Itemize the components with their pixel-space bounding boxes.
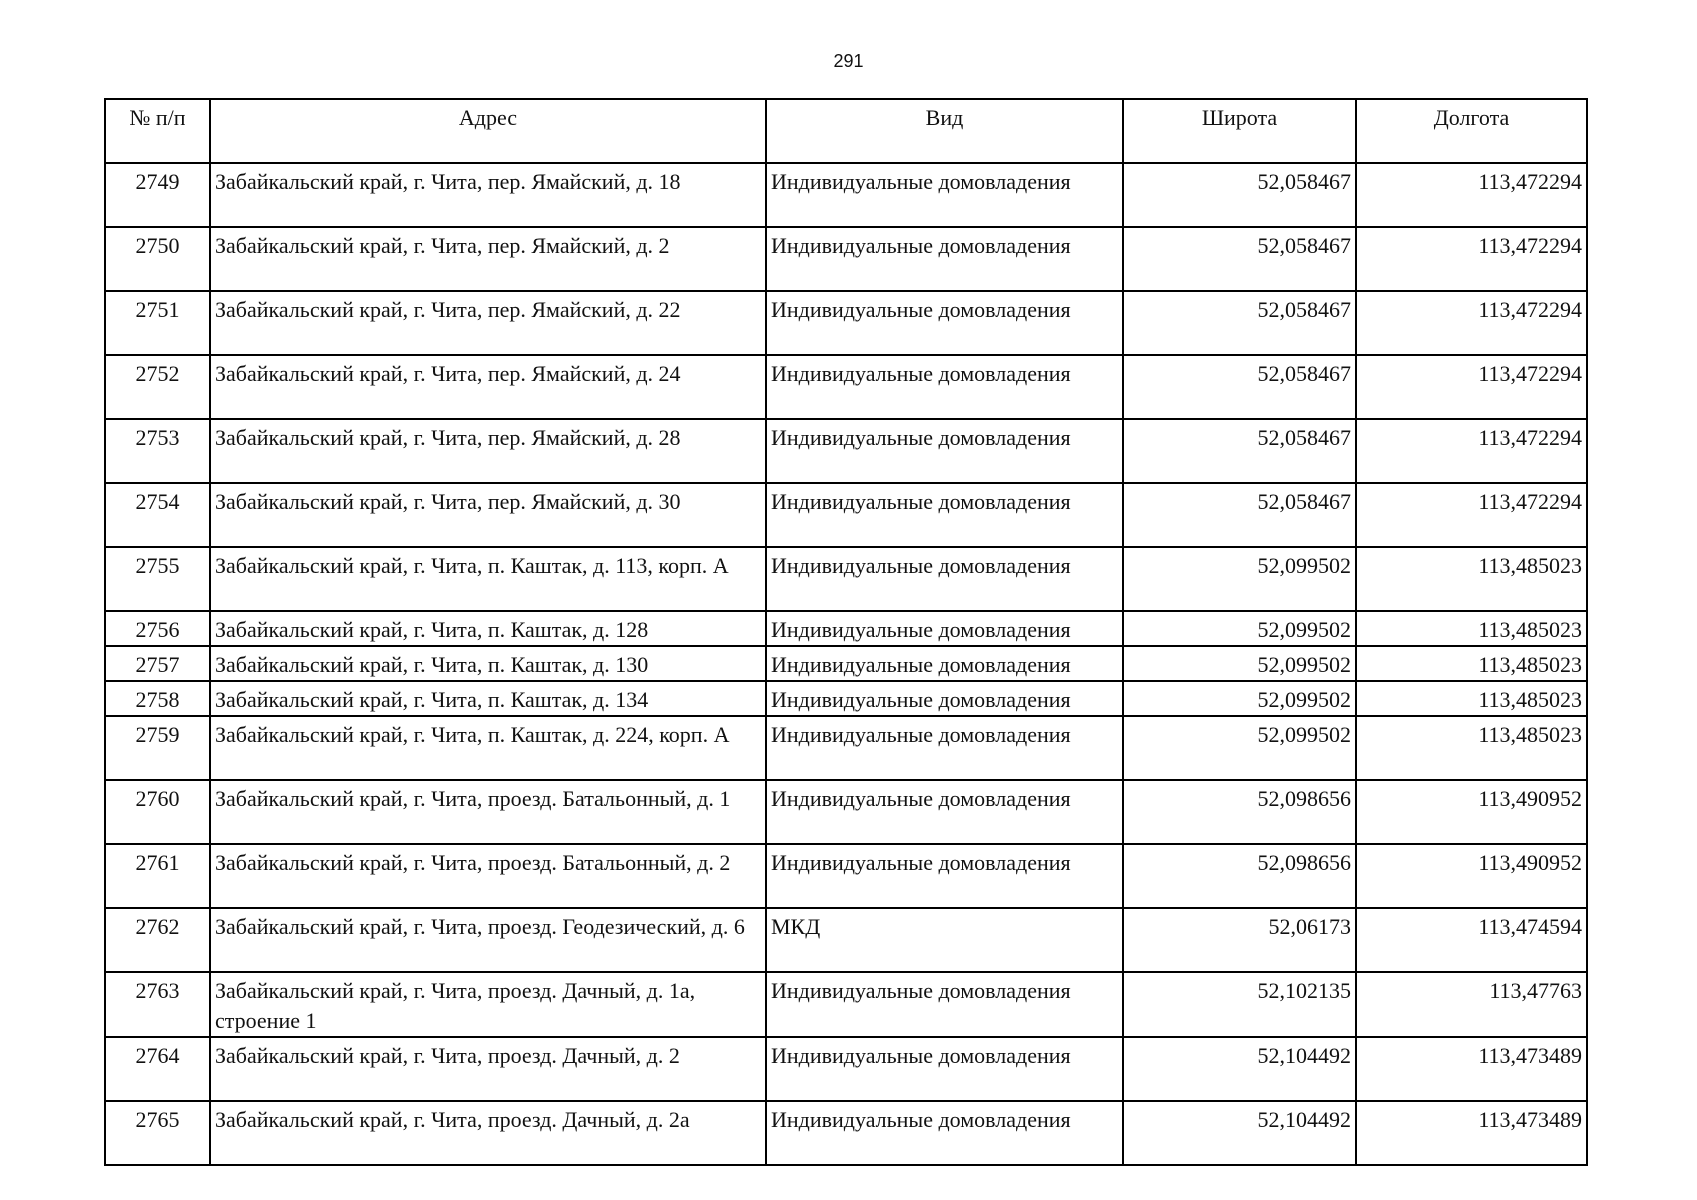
cell-type: МКД bbox=[766, 908, 1123, 972]
cell-address: Забайкальский край, г. Чита, проезд. Дачный, д. 1а, строение 1 bbox=[210, 972, 766, 1037]
table-row bbox=[105, 227, 1587, 291]
cell-address: Забайкальский край, г. Чита, п. Каштак, д. 130 bbox=[210, 646, 766, 681]
cell-lon: 113,490952 bbox=[1356, 780, 1587, 844]
cell-type: Индивидуальные домовладения bbox=[766, 646, 1123, 681]
cell-address: Забайкальский край, г. Чита, пер. Ямайский, д. 2 bbox=[210, 227, 766, 291]
header-num: № п/п bbox=[105, 99, 210, 163]
cell-lat: 52,058467 bbox=[1123, 163, 1356, 227]
cell-type: Индивидуальные домовладения bbox=[766, 291, 1123, 355]
cell-lat: 52,099502 bbox=[1123, 716, 1356, 780]
cell-type: Индивидуальные домовладения bbox=[766, 716, 1123, 780]
cell-lat: 52,058467 bbox=[1123, 483, 1356, 547]
table-header bbox=[105, 99, 1587, 163]
cell-num: 2752 bbox=[105, 355, 210, 419]
cell-type: Индивидуальные домовладения bbox=[766, 972, 1123, 1037]
cell-type: Индивидуальные домовладения bbox=[766, 780, 1123, 844]
header-type: Вид bbox=[766, 99, 1123, 163]
table-row bbox=[105, 419, 1587, 483]
cell-address: Забайкальский край, г. Чита, проезд. Батальонный, д. 2 bbox=[210, 844, 766, 908]
table-row bbox=[105, 646, 1587, 681]
table-row bbox=[105, 908, 1587, 972]
table-row bbox=[105, 163, 1587, 227]
cell-num: 2749 bbox=[105, 163, 210, 227]
cell-type: Индивидуальные домовладения bbox=[766, 844, 1123, 908]
cell-lon: 113,485023 bbox=[1356, 681, 1587, 716]
cell-address: Забайкальский край, г. Чита, п. Каштак, д. 113, корп. А bbox=[210, 547, 766, 611]
cell-lon: 113,472294 bbox=[1356, 227, 1587, 291]
cell-address: Забайкальский край, г. Чита, проезд. Батальонный, д. 1 bbox=[210, 780, 766, 844]
cell-lon: 113,472294 bbox=[1356, 291, 1587, 355]
cell-type: Индивидуальные домовладения bbox=[766, 1037, 1123, 1101]
cell-lon: 113,473489 bbox=[1356, 1101, 1587, 1165]
table-row bbox=[105, 355, 1587, 419]
cell-lon: 113,485023 bbox=[1356, 547, 1587, 611]
cell-num: 2760 bbox=[105, 780, 210, 844]
cell-lat: 52,099502 bbox=[1123, 611, 1356, 646]
table-body bbox=[105, 163, 1587, 1165]
cell-num: 2765 bbox=[105, 1101, 210, 1165]
cell-lat: 52,058467 bbox=[1123, 355, 1356, 419]
cell-num: 2763 bbox=[105, 972, 210, 1037]
table-row bbox=[105, 844, 1587, 908]
cell-num: 2756 bbox=[105, 611, 210, 646]
cell-lon: 113,490952 bbox=[1356, 844, 1587, 908]
cell-num: 2759 bbox=[105, 716, 210, 780]
cell-lat: 52,098656 bbox=[1123, 780, 1356, 844]
page-number: 291 bbox=[833, 51, 864, 71]
cell-address: Забайкальский край, г. Чита, п. Каштак, д. 224, корп. А bbox=[210, 716, 766, 780]
cell-num: 2757 bbox=[105, 646, 210, 681]
cell-num: 2753 bbox=[105, 419, 210, 483]
cell-num: 2761 bbox=[105, 844, 210, 908]
cell-type: Индивидуальные домовладения bbox=[766, 681, 1123, 716]
cell-num: 2750 bbox=[105, 227, 210, 291]
cell-lat: 52,099502 bbox=[1123, 547, 1356, 611]
cell-type: Индивидуальные домовладения bbox=[766, 163, 1123, 227]
cell-num: 2762 bbox=[105, 908, 210, 972]
table-row bbox=[105, 611, 1587, 646]
cell-type: Индивидуальные домовладения bbox=[766, 611, 1123, 646]
cell-lon: 113,474594 bbox=[1356, 908, 1587, 972]
table-row bbox=[105, 681, 1587, 716]
header-address: Адрес bbox=[210, 99, 766, 163]
cell-address: Забайкальский край, г. Чита, п. Каштак, д. 134 bbox=[210, 681, 766, 716]
cell-lat: 52,099502 bbox=[1123, 646, 1356, 681]
cell-address: Забайкальский край, г. Чита, п. Каштак, д. 128 bbox=[210, 611, 766, 646]
cell-lon: 113,485023 bbox=[1356, 716, 1587, 780]
cell-lat: 52,099502 bbox=[1123, 681, 1356, 716]
address-table bbox=[104, 98, 1588, 1166]
cell-type: Индивидуальные домовладения bbox=[766, 419, 1123, 483]
cell-num: 2755 bbox=[105, 547, 210, 611]
cell-lat: 52,06173 bbox=[1123, 908, 1356, 972]
table-row bbox=[105, 547, 1587, 611]
cell-address: Забайкальский край, г. Чита, проезд. Дачный, д. 2а bbox=[210, 1101, 766, 1165]
cell-lon: 113,472294 bbox=[1356, 419, 1587, 483]
cell-lat: 52,058467 bbox=[1123, 419, 1356, 483]
cell-address: Забайкальский край, г. Чита, пер. Ямайский, д. 22 bbox=[210, 291, 766, 355]
header-row bbox=[105, 99, 1587, 163]
cell-type: Индивидуальные домовладения bbox=[766, 483, 1123, 547]
cell-lon: 113,472294 bbox=[1356, 483, 1587, 547]
cell-lon: 113,473489 bbox=[1356, 1037, 1587, 1101]
table-row bbox=[105, 972, 1587, 1037]
cell-lon: 113,472294 bbox=[1356, 163, 1587, 227]
cell-num: 2764 bbox=[105, 1037, 210, 1101]
cell-lat: 52,058467 bbox=[1123, 291, 1356, 355]
table-row bbox=[105, 1037, 1587, 1101]
table-row bbox=[105, 1101, 1587, 1165]
cell-lon: 113,472294 bbox=[1356, 355, 1587, 419]
cell-type: Индивидуальные домовладения bbox=[766, 355, 1123, 419]
cell-lat: 52,058467 bbox=[1123, 227, 1356, 291]
cell-lon: 113,485023 bbox=[1356, 646, 1587, 681]
header-lat: Широта bbox=[1123, 99, 1356, 163]
cell-address: Забайкальский край, г. Чита, пер. Ямайский, д. 24 bbox=[210, 355, 766, 419]
cell-address: Забайкальский край, г. Чита, проезд. Дачный, д. 2 bbox=[210, 1037, 766, 1101]
cell-lat: 52,104492 bbox=[1123, 1101, 1356, 1165]
cell-type: Индивидуальные домовладения bbox=[766, 227, 1123, 291]
table-row bbox=[105, 291, 1587, 355]
cell-lon: 113,485023 bbox=[1356, 611, 1587, 646]
cell-address: Забайкальский край, г. Чита, пер. Ямайский, д. 28 bbox=[210, 419, 766, 483]
table-row bbox=[105, 483, 1587, 547]
cell-num: 2758 bbox=[105, 681, 210, 716]
cell-lat: 52,098656 bbox=[1123, 844, 1356, 908]
cell-lat: 52,102135 bbox=[1123, 972, 1356, 1037]
cell-lon: 113,47763 bbox=[1356, 972, 1587, 1037]
cell-num: 2751 bbox=[105, 291, 210, 355]
cell-type: Индивидуальные домовладения bbox=[766, 547, 1123, 611]
table-row bbox=[105, 716, 1587, 780]
cell-address: Забайкальский край, г. Чита, проезд. Геодезический, д. 6 bbox=[210, 908, 766, 972]
cell-num: 2754 bbox=[105, 483, 210, 547]
cell-type: Индивидуальные домовладения bbox=[766, 1101, 1123, 1165]
cell-lat: 52,104492 bbox=[1123, 1037, 1356, 1101]
table-row bbox=[105, 780, 1587, 844]
cell-address: Забайкальский край, г. Чита, пер. Ямайский, д. 18 bbox=[210, 163, 766, 227]
header-lon: Долгота bbox=[1356, 99, 1587, 163]
cell-address: Забайкальский край, г. Чита, пер. Ямайский, д. 30 bbox=[210, 483, 766, 547]
